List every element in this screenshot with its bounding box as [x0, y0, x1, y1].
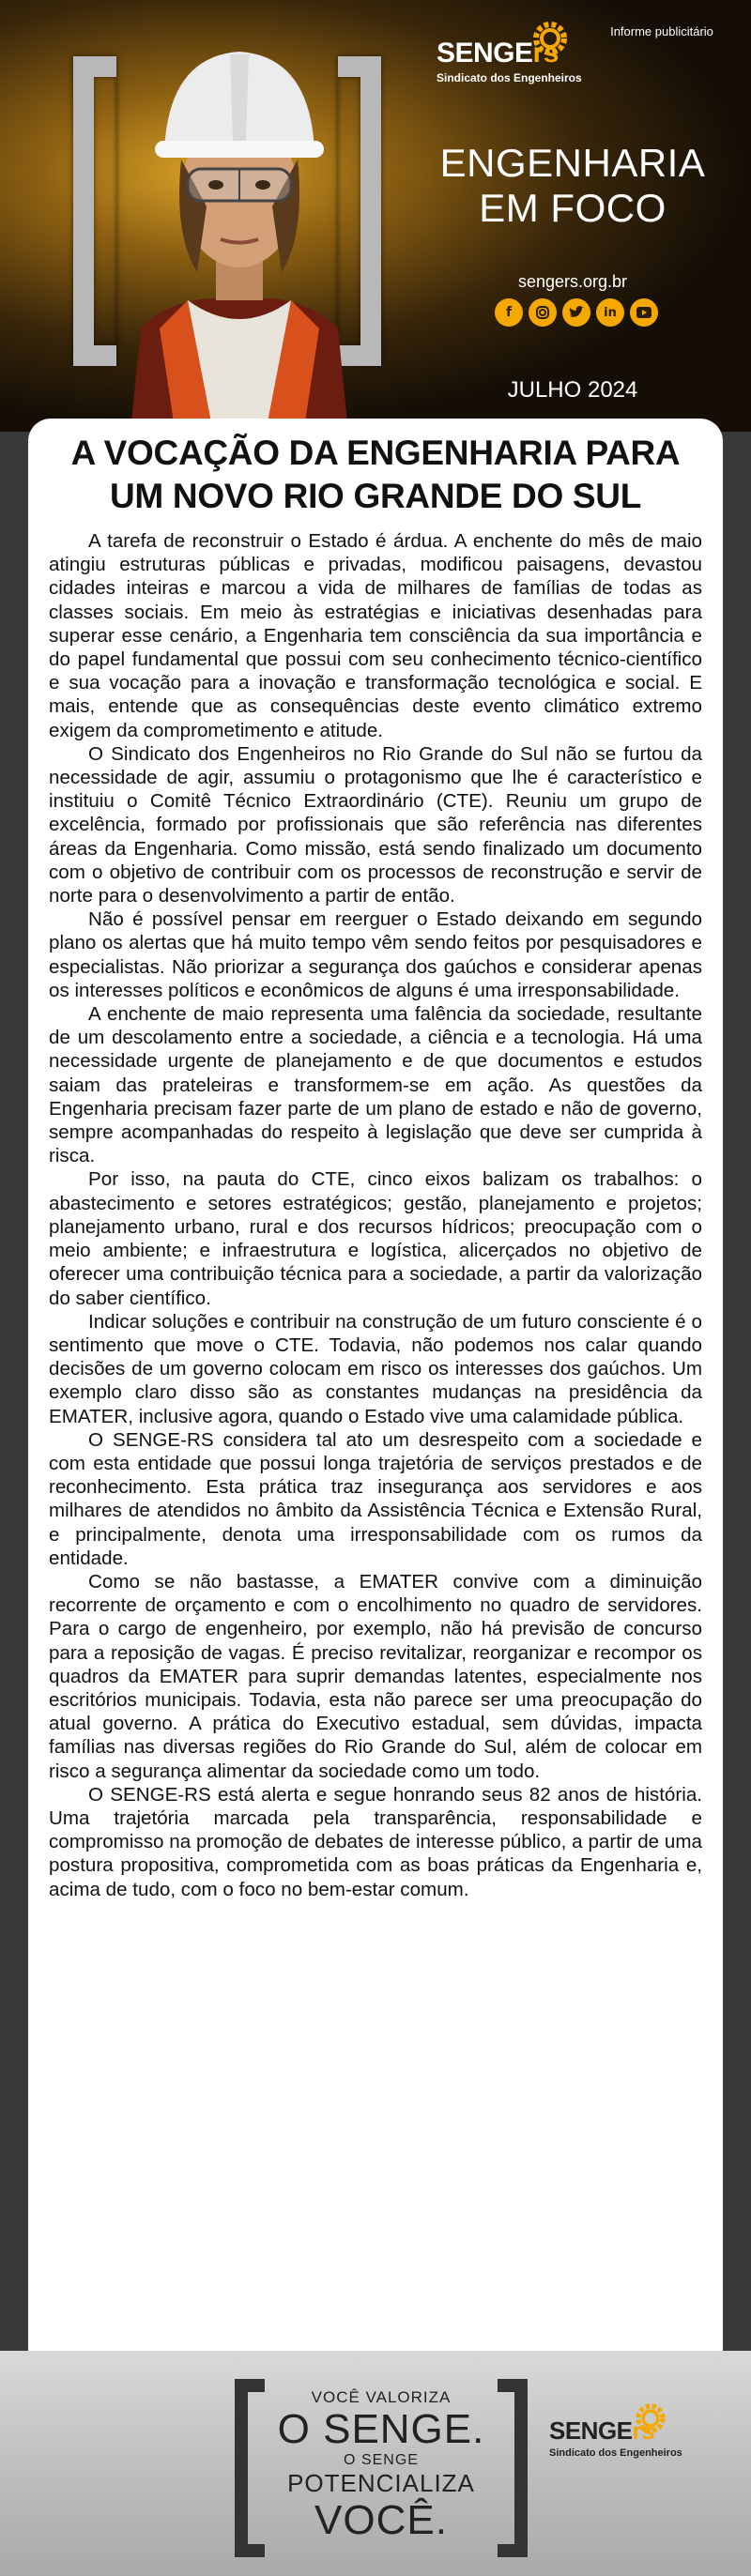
social-icons: [495, 298, 658, 327]
article-body: [49, 529, 702, 1901]
female-engineer-illustration: [122, 19, 357, 422]
footer-left-bracket: [235, 2379, 265, 2557]
slogan-line-2: O SENGE.: [277, 2406, 485, 2452]
slogan-line-4: POTENCIALIZA: [287, 2469, 475, 2497]
logo-text: SENGE: [549, 2416, 633, 2445]
slogan-line-3: O SENGE: [344, 2452, 419, 2468]
slogan-line-5: VOCÊ.: [314, 2497, 448, 2543]
website-link[interactable]: sengers.org.br: [517, 272, 628, 291]
youtube-icon[interactable]: [630, 298, 658, 327]
article-paragraph: Indicar soluções e contribuir na construção de um futuro consciente é o sentimento que move o CTE. Todavia, não podemos nos calar quando decisões de um governo colocam em risco os interesses dos gaúchos. Um exemplo claro disso são as constantes mudanças na presidência da EMATER, inclusive agora, quando o Estado vive uma calamidade pública.: [49, 1310, 702, 1427]
slogan-line-1: VOCÊ VALORIZA: [311, 2388, 452, 2406]
article-paragraph: O Sindicato dos Engenheiros no Rio Grande do Sul não se furtou da necessidade de agir, assumiu o protagonismo que lhe é característico e instituiu o Comitê Técnico Extraordinário (CTE). Reuniu um grupo de excelência, formado por profissionais que são referência nas diferentes áreas da Engenharia. Como missão, está sendo finalizado um documento com o objetivo de contribuir com os processos de reconstrução e servir de norte para o desenvolvimento a partir de então.: [49, 742, 702, 907]
article-paragraph: A tarefa de reconstruir o Estado é árdua. A enchente do mês de maio atingiu estruturas públicas e privadas, modificou paisagens, devastou cidades inteiras e marcou a vida de milhares de famílias de todas as classes sociais. Em meio às estratégias e iniciativas desenhadas para superar esse cenário, a Engenharia tem consciência da sua importância e do papel fundamental que possui com seu conhecimento técnico-científico e sua vocação para a inovação e transformação tecnológica e social. E mais, entende que as consequências deste evento climático extremo exigem da comprometimento e atitude.: [49, 530, 702, 741]
article-paragraph: A enchente de maio representa uma falência da sociedade, resultante de um descolamento entre a sociedade, a ciência e a tecnologia. Há uma necessidade urgente de planejamento e de que documentos e estudos saiam das prateleiras e transformem-se em ação. As questões da Engenharia precisam fazer parte de um plano de estado e não de governo, sempre acompanhadas do respeito à legislação que deve ser cumprida à risca.: [49, 1003, 702, 1167]
footer-senge-logo[interactable]: [549, 2407, 709, 2473]
title-line-2: EM FOCO: [479, 186, 667, 230]
footer-banner: [0, 2351, 751, 2576]
gear-icon: [632, 2400, 669, 2437]
article-paragraph: Não é possível pensar em reerguer o Estado deixando em segundo plano os alertas que há muito tempo vêm sendo feitos por pesquisadores e especialistas. Não priorizar a segurança dos gaúchos e considerar apenas os interesses políticos e econômicos de alguns é uma irresponsabilidade.: [49, 908, 702, 1001]
article-card: [28, 419, 723, 2361]
header-banner: [0, 0, 751, 432]
instagram-icon[interactable]: [529, 298, 557, 327]
logo-text: SENGE: [437, 38, 533, 69]
logo-suffix: rs: [532, 38, 559, 69]
article-paragraph: Como se não bastasse, a EMATER convive com a diminuição recorrente de orçamento e com o encolhimento no quadro de servidores. Para o cargo de engenheiro, por exemplo, não há previsão de concurso para a reposição de vagas. É preciso revitalizar, reorganizar e recompor os quadros da EMATER para suprir demandas latentes, especialmente nos escritórios municipais. Todavia, esta não parece ser uma preocupação do atual governo. A prática do Executivo estadual, sem dúvidas, impacta famílias nas diversas regiões do Rio Grande do Sul, além de colocar em risco a segurança alimentar da sociedade como um todo.: [49, 1570, 702, 1782]
issue-date: JULHO 2024: [507, 377, 638, 403]
gear-icon: [529, 17, 572, 60]
linkedin-icon[interactable]: in: [596, 298, 624, 327]
logo-suffix: rs: [632, 2416, 655, 2445]
engineer-photo: [56, 19, 394, 413]
article-paragraph: Por isso, na pauta do CTE, cinco eixos balizam os trabalhos: o abastecimento e setores estratégicos; gestão, planejamento e projetos; planejamento urbano, rural e dos recursos hídricos; preocupação com o meio ambiente; e infraestrutura e logística, alicerçados no objetivo de oferecer uma contribuição técnica para a sociedade, a partir da valorização do saber científico.: [49, 1168, 702, 1309]
footer-right-bracket: [498, 2379, 528, 2557]
title-line-1: ENGENHARIA: [439, 141, 706, 185]
footer-slogan: [265, 2388, 498, 2543]
senge-logo[interactable]: [437, 21, 601, 96]
informe-publicitario-label: Informe publicitário: [610, 24, 713, 38]
article-title: A VOCAÇÃO DA ENGENHARIA PARA UM NOVO RIO GRANDE DO SUL: [70, 434, 681, 515]
twitter-icon[interactable]: [562, 298, 590, 327]
article-paragraph: O SENGE-RS está alerta e segue honrando seus 82 anos de história. Uma trajetória marcada pela transparência, responsabilidade e compromisso na promoção de debates de interesse público, a partir de uma postura propositiva, comprometida com as boas práticas da Engenharia e, acima de tudo, com o foco no bem-estar comum.: [49, 1783, 702, 1900]
publication-title: [413, 141, 732, 231]
article-paragraph: O SENGE-RS considera tal ato um desrespeito com a sociedade e com esta entidade que possui longa trajetória de serviços prestados e de reconhecimento. Esta prática traz insegurança aos servidores e aos milhares de atendidos no âmbito da Assistência Técnica e Extensão Rural, e principalmente, denota uma irresponsabilidade com os rumos da entidade.: [49, 1428, 702, 1569]
logo-subtitle: Sindicato dos Engenheiros: [549, 2447, 682, 2459]
logo-subtitle: Sindicato dos Engenheiros: [437, 71, 582, 84]
left-bracket-graphic: [73, 56, 116, 366]
facebook-icon[interactable]: f: [495, 298, 523, 327]
